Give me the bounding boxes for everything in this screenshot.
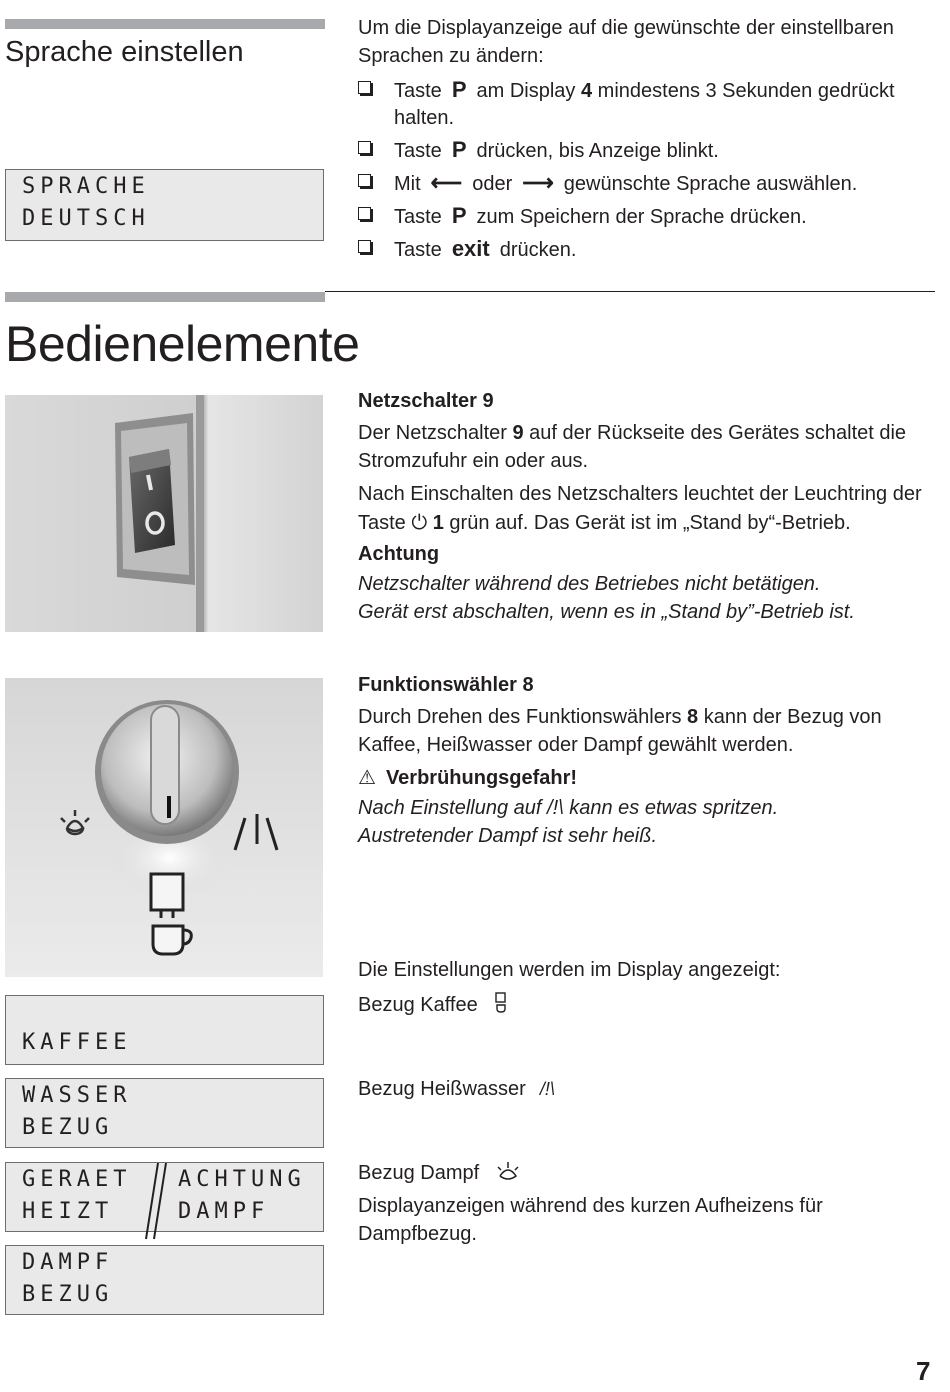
section-bar-bedien <box>5 292 325 302</box>
lcd-line-1: DAMPF <box>22 1250 114 1275</box>
lcd-heizen <box>5 1162 324 1232</box>
sprache-intro: Um die Displayanzeige auf die gewünschte der einstellbaren Sprachen zu ändern: <box>358 17 894 67</box>
lcd-line-2: BEZUG <box>22 1115 114 1140</box>
funktionswaehler-heading: Funktionswähler 8 <box>358 674 534 696</box>
key-p-icon: P <box>451 137 467 162</box>
power-icon: ⏻ <box>411 510 428 534</box>
lcd-line-1: KAFFEE <box>22 1030 132 1055</box>
lcd-right-line-2: DAMPF <box>178 1199 270 1224</box>
funktionswaehler-text <box>358 674 943 850</box>
lcd-sprache <box>5 169 324 241</box>
page-title: Bedienelemente <box>5 316 360 372</box>
checkbox-icon <box>358 240 371 253</box>
section-rule <box>325 291 935 292</box>
coffee-icon <box>493 992 509 1014</box>
bezug-dampf: Bezug Dampf <box>358 1159 521 1187</box>
step-item: Taste exit drücken. <box>358 235 938 264</box>
dampf-note: Displayanzeigen während des kurzen Aufheizens für Dampfbezug. <box>358 1195 823 1245</box>
funktionswaehler-p1: Durch Drehen des Funktionswählers 8 kann der Bezug von Kaffee, Heißwasser oder Dampf gewählt werden. <box>358 706 882 756</box>
hot-water-icon: /!\ <box>539 1079 555 1099</box>
verbruehung-line-2: Austretender Dampf ist sehr heiß. <box>358 825 658 847</box>
step-item: Taste P zum Speichern der Sprache drücken. <box>358 202 938 231</box>
steam-icon <box>495 1160 521 1182</box>
lcd-line-1: WASSER <box>22 1083 132 1108</box>
funktionswaehler-image <box>5 678 323 977</box>
selector-knob-icon <box>5 678 323 977</box>
checkbox-icon <box>358 207 371 220</box>
power-switch-icon <box>5 395 323 632</box>
section-bar-top <box>5 19 325 29</box>
warning-icon: ⚠ <box>358 765 376 789</box>
key-p-icon: P <box>451 203 467 228</box>
verbruehung-heading: ⚠ Verbrühungsgefahr! <box>358 765 578 789</box>
arrow-left-icon: ⟵ <box>430 170 463 195</box>
display-intro: Die Einstellungen werden im Display angezeigt: <box>358 959 781 981</box>
arrow-right-icon: ⟶ <box>522 170 554 195</box>
achtung-line-2: Gerät erst abschalten, wenn es in „Stand by”-Betrieb ist. <box>358 601 855 623</box>
bezug-kaffee: Bezug Kaffee <box>358 991 509 1019</box>
page-number: 7 <box>916 1356 931 1386</box>
lcd-line-1: GERAET <box>22 1167 132 1192</box>
achtung-heading: Achtung <box>358 543 440 565</box>
netzschalter-heading: Netzschalter 9 <box>358 390 494 412</box>
verbruehung-line-1: Nach Einstellung auf /!\ kann es etwas spritzen. <box>358 797 779 819</box>
netzschalter-text <box>358 390 943 626</box>
lcd-line-2: HEIZT <box>22 1199 114 1224</box>
netzschalter-p1: Der Netzschalter 9 auf der Rückseite des Gerätes schaltet die Stromzufuhr ein oder aus. <box>358 422 907 472</box>
hot-water-icon: /!\ <box>547 797 564 819</box>
sprache-body <box>358 14 938 268</box>
section-title-sprache: Sprache einstellen <box>5 36 244 68</box>
sprache-steps <box>358 76 938 264</box>
divider-slash-icon <box>144 1163 168 1243</box>
step-item: Taste P am Display 4 mindestens 3 Sekunden gedrückt halten. <box>358 76 938 132</box>
achtung-line-1: Netzschalter während des Betriebes nicht betätigen. <box>358 573 821 595</box>
lcd-kaffee <box>5 995 324 1065</box>
lcd-wasser <box>5 1078 324 1148</box>
key-exit-icon: exit <box>451 236 490 261</box>
step-item: Taste P drücken, bis Anzeige blinkt. <box>358 136 938 165</box>
key-p-icon: P <box>451 77 467 102</box>
lcd-line-1: SPRACHE <box>22 174 150 199</box>
checkbox-icon <box>358 174 371 187</box>
checkbox-icon <box>358 81 371 94</box>
step-item: Mit ⟵ oder ⟶ gewünschte Sprache auswählen. <box>358 169 938 198</box>
checkbox-icon <box>358 141 371 154</box>
netzschalter-image <box>5 395 323 632</box>
netzschalter-p2: Nach Einschalten des Netzschalters leuchtet der Leuchtring der Taste ⏻ 1 grün auf. Das Gerät ist im „Stand by“-Betrieb. <box>358 483 922 534</box>
bezug-wasser: Bezug Heißwasser /!\ <box>358 1078 555 1100</box>
lcd-line-2: BEZUG <box>22 1282 114 1307</box>
lcd-right-line-1: ACHTUNG <box>178 1167 306 1192</box>
lcd-line-2: DEUTSCH <box>22 206 150 231</box>
lcd-dampf <box>5 1245 324 1315</box>
